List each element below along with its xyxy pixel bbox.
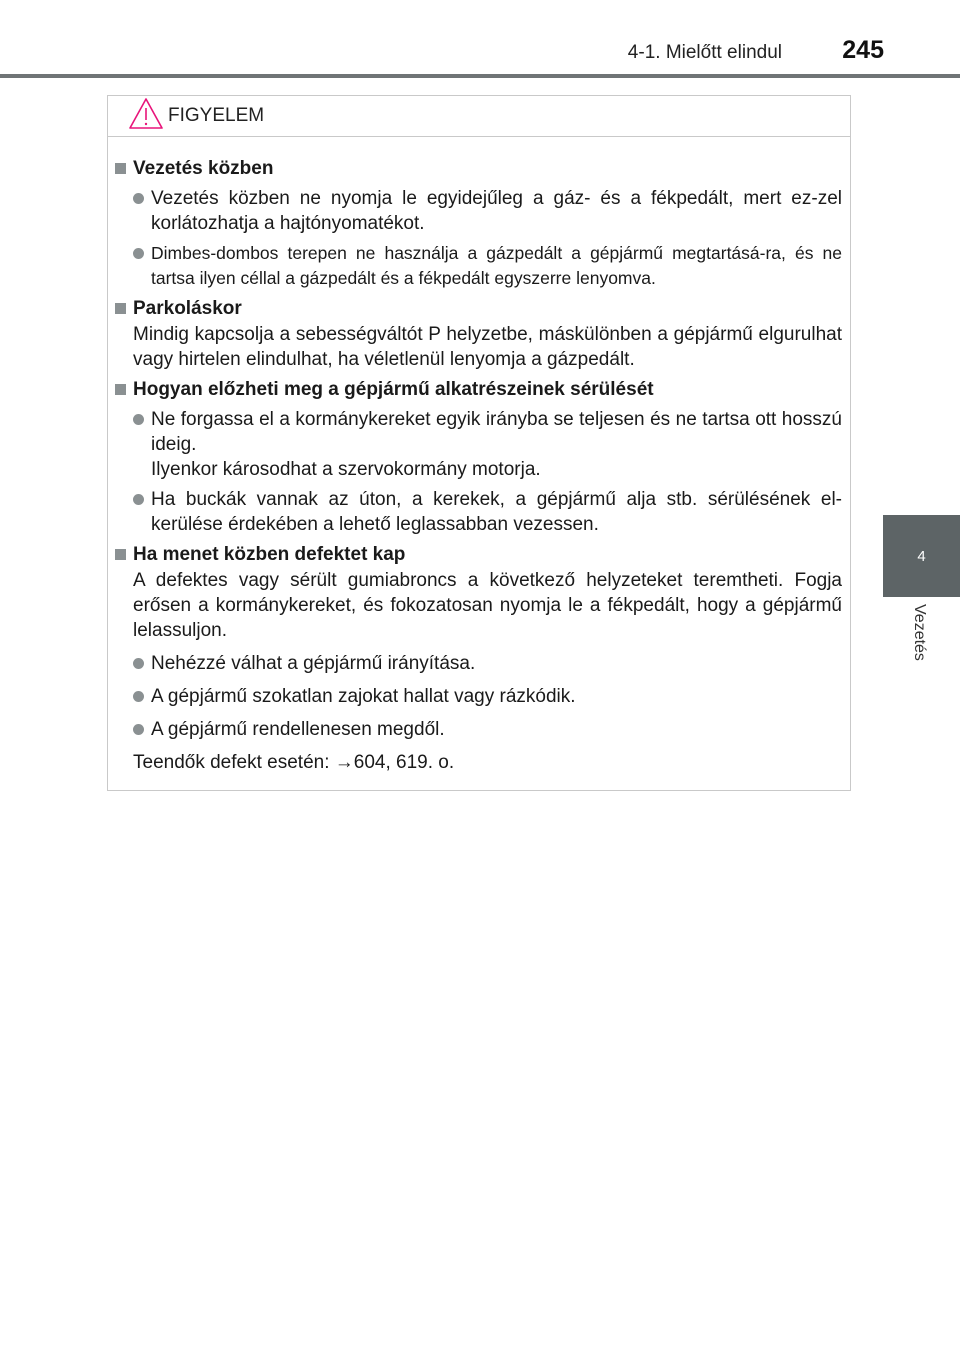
bullet-dot-icon — [133, 248, 144, 259]
section-heading-flat-tire — [115, 542, 842, 567]
chapter-label: Vezetés — [911, 604, 928, 661]
list-item — [115, 717, 842, 742]
warning-title: FIGYELEM — [168, 105, 265, 126]
section-heading-text: Hogyan előzheti meg a gépjármű alkatrészeinek sérülését — [133, 379, 654, 400]
warning-body — [108, 137, 850, 775]
bullet-dot-icon — [133, 193, 144, 204]
paragraph: A defektes vagy sérült gumiabroncs a következő helyzeteket teremtheti. Fogja erősen a kormánykereket, és fokozatosan nyomja le a fékpedált, hogy a gépjármű lelassuljon. — [133, 570, 842, 641]
list-item-text: Ha buckák vannak az úton, a kerekek, a gépjármű alja stb. sérülésének el-kerülése érdekében a lehető leglassabban vezessen. — [151, 489, 842, 535]
section-heading-text: Vezetés közben — [133, 158, 274, 179]
list-item — [115, 407, 842, 482]
list-item-text: Dimbes-dombos terepen ne használja a gázpedált a gépjármű megtartásá-ra, és ne tartsa ilyen céllal a gázpedált és a fékpedált egyszerre lenyomva. — [151, 243, 842, 288]
list-item-line: Ne forgassa el a kormánykereket egyik irányba se teljesen és ne tartsa ott hosszú ideig. — [151, 409, 842, 455]
bullet-dot-icon — [133, 414, 144, 425]
square-bullet-icon — [115, 384, 126, 395]
warning-triangle-icon — [128, 97, 164, 136]
list-item — [115, 651, 842, 676]
section-heading-driving — [115, 156, 842, 181]
bullet-dot-icon — [133, 658, 144, 669]
list-item — [115, 684, 842, 709]
square-bullet-icon — [115, 303, 126, 314]
section-heading-parking — [115, 296, 842, 321]
bullet-dot-icon — [133, 724, 144, 735]
page-number: 245 — [842, 36, 884, 64]
section-heading-damage-prevention — [115, 377, 842, 402]
page-reference: Teendők defekt esetén: →604, 619. o. — [133, 752, 455, 773]
chapter-number: 4 — [917, 547, 926, 565]
section-heading-text: Parkoláskor — [133, 298, 242, 319]
square-bullet-icon — [115, 163, 126, 174]
list-item-text: Nehézzé válhat a gépjármű irányítása. — [151, 653, 476, 674]
bullet-dot-icon — [133, 494, 144, 505]
list-item-note: Ilyenkor károsodhat a szervokormány motorja. — [151, 459, 541, 480]
list-item-text: A gépjármű szokatlan zajokat hallat vagy rázkódik. — [151, 686, 576, 707]
warning-header — [108, 96, 850, 137]
bullet-dot-icon — [133, 691, 144, 702]
warning-box — [107, 95, 851, 791]
list-item-text: Vezetés közben ne nyomja le egyidejűleg a gáz- és a fékpedált, mert ez-zel korlátozhatja a hajtónyomatékot. — [151, 188, 842, 234]
list-item-text: A gépjármű rendellenesen megdől. — [151, 719, 445, 740]
section-title: 4-1. Mielőtt elindul — [627, 42, 782, 63]
list-item — [115, 487, 842, 537]
section-heading-text: Ha menet közben defektet kap — [133, 544, 406, 565]
chapter-tab — [883, 515, 960, 597]
list-item — [115, 241, 842, 291]
list-item-text — [151, 407, 842, 482]
list-item — [115, 186, 842, 236]
paragraph: Mindig kapcsolja a sebességváltót P helyzetbe, máskülönben a gépjármű elgurulhat vagy hirtelen elindulhat, ha véletlenül lenyomja a gázpedált. — [133, 324, 842, 370]
square-bullet-icon — [115, 549, 126, 560]
header-rule — [0, 74, 960, 78]
